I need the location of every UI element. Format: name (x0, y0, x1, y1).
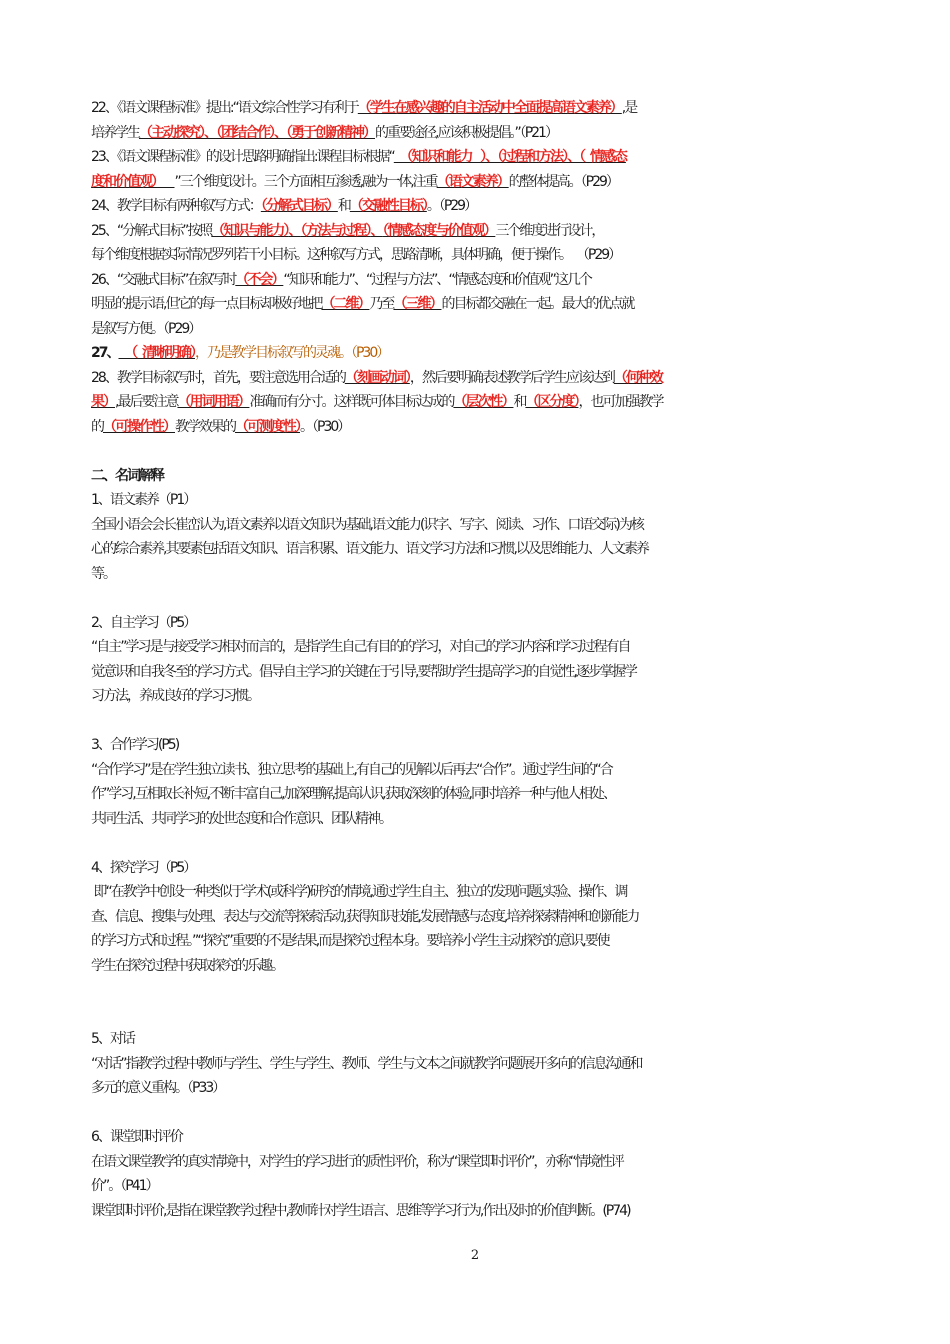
text: 培养学生 (91, 124, 139, 141)
answer: （区分度） (525, 394, 579, 410)
answer: （分解式目标） (260, 198, 338, 214)
answer: （用词用语） (177, 394, 250, 410)
answer: （层次性） (453, 394, 514, 410)
term-1-line: 等。 (91, 565, 115, 582)
q26-line-1 (91, 268, 871, 293)
spacer (91, 709, 871, 734)
q23-line-2 (91, 170, 871, 195)
q23-line-1 (91, 145, 871, 170)
answer: 度和价值观） (91, 173, 175, 190)
term-3-line: “合作学习”是在学生独立读书、独立思考的基础上,有自己的见解以后再去“合作”。通过学生间的“合 (91, 761, 612, 778)
text: 。（P29） (426, 198, 477, 214)
term-3-title: 3、合作学习(P5) (91, 737, 179, 753)
term-5-line: 多元的意义重构。（P33） (91, 1080, 225, 1096)
text: 。（P30） (300, 418, 350, 435)
term-6-line: 价”。（P41） (91, 1178, 158, 1194)
section-title: 二、名词解释 (91, 467, 163, 484)
text: ”三个维度设计。三个方面相互渗透,融为一体,注重 (174, 173, 437, 190)
term-4-line: 的学习方式和过程。”“探究”重要的不是结果,而是探究过程本身。要培养小学生主动探究的意识,要使 (91, 933, 609, 949)
q22-line-1 (91, 96, 871, 121)
text: ，乃是教学目标叙写的灵魂。（P30） (194, 345, 389, 361)
q25-line-1 (91, 219, 871, 244)
term-1-line: 心的综合素养,其要素包括语文知识、语言积累、语文能力、语文学习方法和习惯,以及思维能力、人文素养 (91, 541, 648, 557)
text: 27、 (91, 345, 119, 361)
term-3-line: 共同生活、共同学习的处世态度和合作意识、团队精神。 (91, 810, 391, 827)
answer: （学生在感兴趣的自主活动中全面提高语文素养） (357, 100, 622, 116)
term-4-line: 查、信息、搜集与处理、表达与交流等探索活动,获得知识技能,发展情感与态度,培养探索精神和创新能力 (91, 908, 639, 925)
term-1-line: 全国小语会会长崔峦认为,语文素养以语文知识为基础,语文能力(识字、写字、阅读、习作、口语交际)为核 (91, 516, 643, 533)
q28-line-1 (91, 366, 871, 391)
text: 的重要途径,应该积极提倡。”（P21） (375, 124, 557, 141)
answer-separator: 、 (204, 124, 216, 141)
term-5-title: 5、对话 (91, 1031, 134, 1047)
text: 28、教学目标叙写时，首先，要注意选用合适的 (91, 369, 345, 386)
term-2-title: 2、自主学习（P5） (91, 614, 196, 631)
text: “知识和能力”、“过程与方法”、“情感态度和价值观”这几个 (283, 271, 591, 288)
term-6-title: 6、课堂即时评价 (91, 1129, 182, 1145)
answer: （知识与能力） (211, 222, 289, 239)
spacer (91, 978, 871, 1027)
text: ,是 (621, 100, 637, 116)
term-6-line: 在语文课堂教学的真实情境中，对学生的学习进行的质性评价，称为“课堂即时评价”，亦称“情境性评 (91, 1153, 623, 1170)
term-4-line: 学生在探究过程中获取探究的乐趣。 (91, 957, 283, 974)
spacer (91, 586, 871, 611)
text: 26、“交融式目标”在叙写时 (91, 271, 236, 288)
term-6-line: 课堂即时评价,是指在课堂教学过程中,教师针对学生语言、思维等学习行为,作出及时的价值判断。(P74) (91, 1202, 630, 1219)
answer: 果） (91, 394, 115, 410)
answer-separator: 、 (274, 124, 286, 141)
q24-line (91, 194, 871, 219)
text: 的目标都交融在一起。最大的优点就 (441, 296, 634, 312)
q26-line-2 (91, 292, 871, 317)
text: 三个维度进行设计， (495, 222, 604, 239)
document-page (91, 96, 871, 1223)
answer: （三维） (393, 296, 442, 312)
text: ,最后要注意 (115, 394, 178, 410)
answer: （勇于创新精神） (286, 124, 375, 141)
term-2-line: “自主”学习是与接受学习相对而言的，是指学生自己有目的的学习，对自己的学习内容和学习过程有自 (91, 639, 630, 655)
text: 和 (337, 198, 350, 214)
text: 准确而有分寸。这样既可体目标达成的 (249, 394, 454, 410)
term-2-line: 习方法，养成良好的学习习惯。 (91, 688, 259, 704)
q28-line-2 (91, 390, 871, 415)
spacer (91, 439, 871, 464)
answer: （主动探究） (139, 124, 204, 141)
answer: （交融性目标） (349, 198, 427, 214)
spacer (91, 831, 871, 856)
answer: （团结合作） (216, 124, 274, 141)
text: 和 (513, 394, 526, 410)
page-number: 2 (470, 1248, 480, 1263)
answer: （刻画动词） (344, 369, 410, 386)
answer: （二维） (321, 296, 370, 312)
answer: （不会） (235, 271, 284, 288)
spacer (91, 1101, 871, 1126)
text: 23、《语文课程标准》的设计思路明确指出:课程目标根据“ (91, 149, 394, 165)
term-4-title: 4、探究学习（P5） (91, 859, 196, 876)
text: 教学效果的 (175, 418, 235, 435)
answer: （可测度性） (235, 418, 300, 435)
answer: （情感态度与价值观） (382, 222, 496, 239)
answer: （语文素养） (436, 173, 509, 190)
answer: （可操作性） (103, 418, 175, 435)
answer: （方法与过程） (300, 222, 371, 239)
text: 25、“分解式目标”按照 (91, 222, 212, 239)
text: 乃至 (369, 296, 394, 312)
answer: （知识和能力 ）、（过程和方法）、（ 情感态 (393, 149, 626, 165)
term-4-line: 即“在教学中创设一种类似于学术(或科学)研究的情境,通过学生自主、独立的发现问题,实验、操作、调 (91, 884, 627, 900)
text: ，也可加强教学 (578, 394, 663, 410)
answer-separator: 、 (288, 222, 301, 239)
term-1-title: 1、语文素养（P1） (91, 492, 196, 508)
term-3-line: 作”学习,互相取长补短,不断丰富自己,加深理解,提高认识,获取深刻的体验,同时培养一种与他人相处、 (91, 786, 615, 802)
q27-line (91, 341, 871, 366)
text: 明显的提示语,但它的每一点目标却极好地把 (91, 296, 322, 312)
q22-line-2 (91, 121, 871, 146)
term-5-line: “对话”指教学过程中教师与学生、学生与学生、教师、学生与文本之间就教学问题展开多向的信息沟通和 (91, 1055, 642, 1072)
answer: （ 清晰明确） (118, 345, 195, 361)
answer-separator: 、 (370, 222, 383, 239)
text: 的整体提高。（P29） (508, 173, 618, 190)
q28-line-3 (91, 415, 871, 440)
text: 的 (91, 418, 103, 435)
q26-line-3: 是叙写方便。（P29） (91, 320, 201, 337)
q25-line-2: 每个维度根据实际情况罗列若干小目标。这种叙写方式，思路清晰，具体明确，便于操作。 （P29） (91, 247, 621, 263)
answer: （何种效 (613, 369, 662, 386)
text: ，然后要明确表述教学后学生应该达到 (409, 369, 614, 386)
text: 24、教学目标有两种叙写方式： (91, 198, 261, 214)
text: 22、《语文课程标准》提出:“语文综合性学习有利于 (91, 100, 358, 116)
term-2-line: 觉意识和自我冬至的学习方式。倡导自主学习的关键在于引导,要帮助学生提高学习的自觉性,逐步掌握学 (91, 663, 636, 680)
